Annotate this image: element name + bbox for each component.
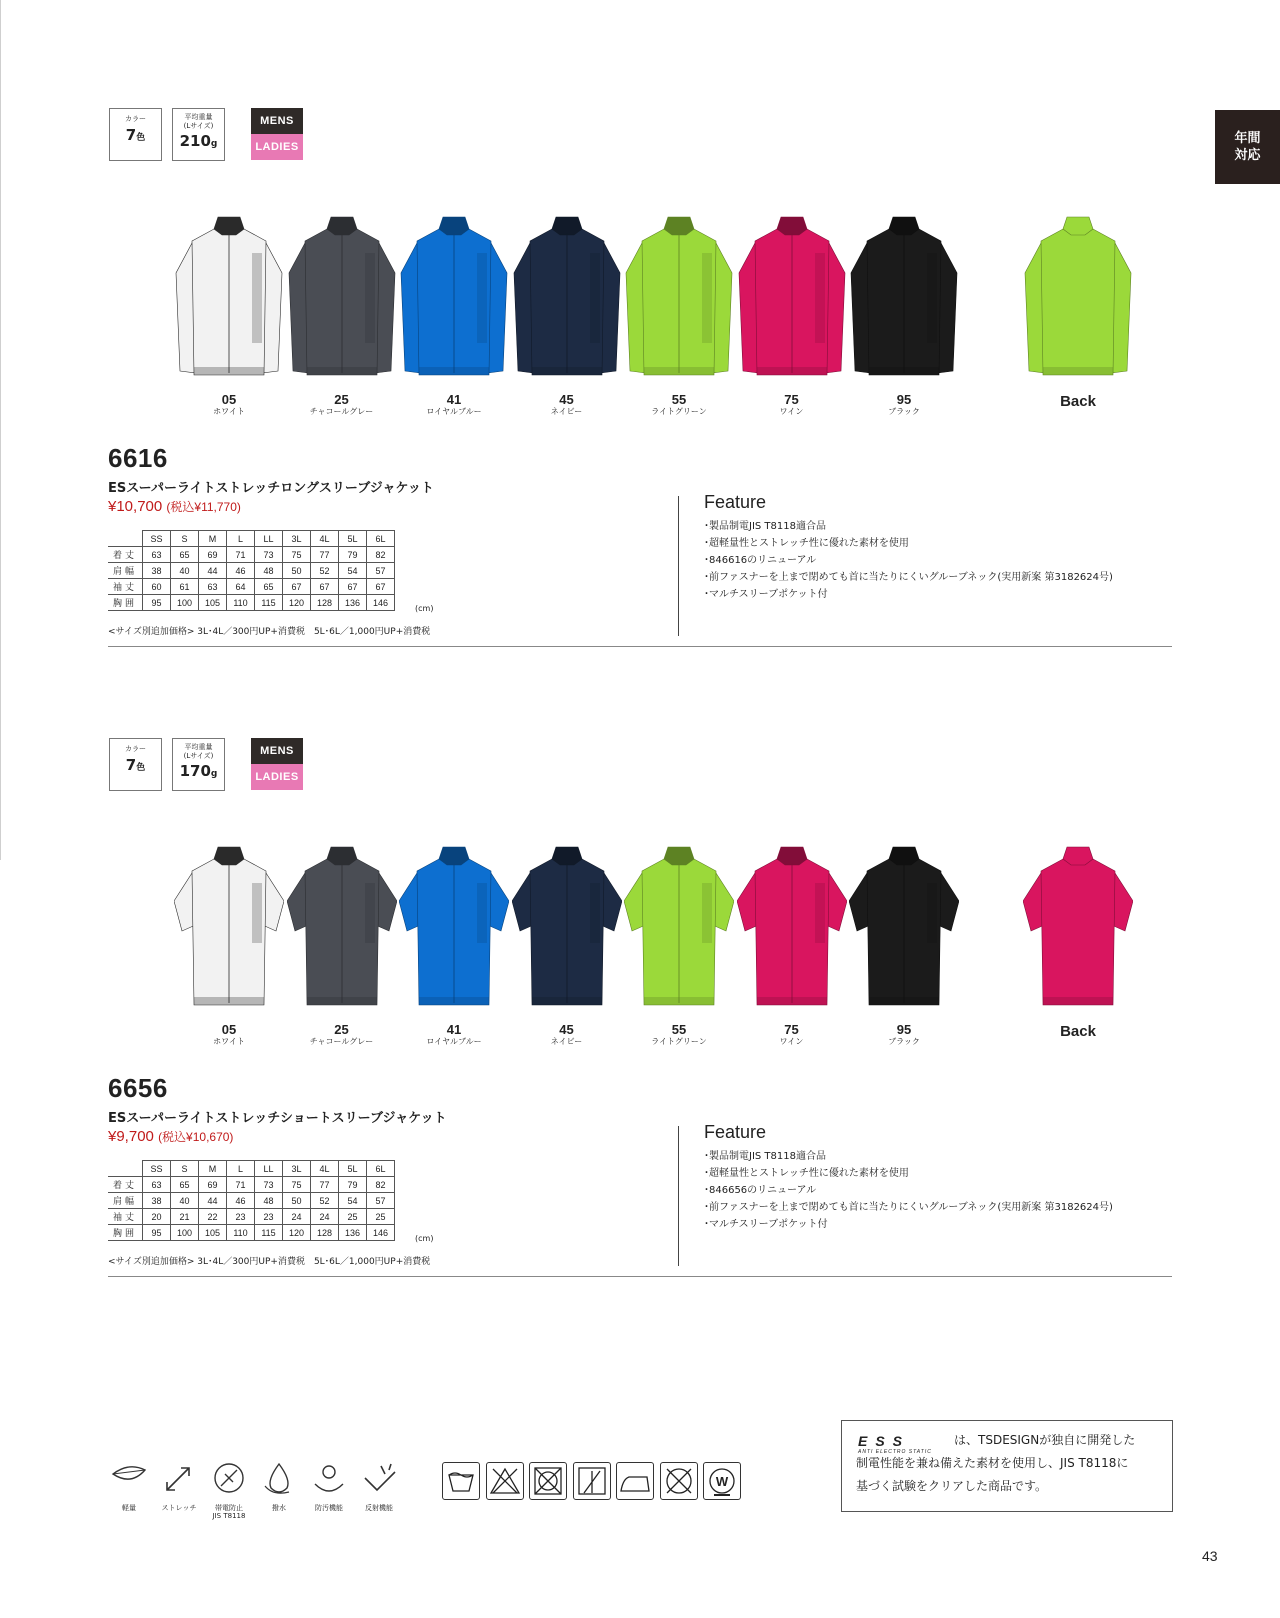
size-header: 5L	[339, 1161, 367, 1177]
color-name: ネイビー	[550, 407, 583, 416]
size-cell: 65	[171, 1177, 199, 1193]
size-cell: 52	[311, 1193, 339, 1209]
size-header: 3L	[283, 1161, 311, 1177]
size-price-note: <サイズ別追加価格> 3L･4L／300円UP+消費税 5L･6L／1,000円UP+消費税	[108, 1257, 431, 1267]
iron-icon	[616, 1462, 654, 1500]
size-cell: 23	[227, 1209, 255, 1225]
size-cell: 25	[367, 1209, 395, 1225]
size-row-label: 胸囲	[108, 1225, 143, 1241]
size-cell: 67	[311, 579, 339, 595]
size-cell: 38	[143, 1193, 171, 1209]
jacket-back-image	[1023, 213, 1133, 381]
size-cell: 77	[311, 1177, 339, 1193]
color-code: 75	[784, 392, 799, 407]
jacket-front-image	[287, 843, 397, 1011]
size-row-label: 袖丈	[108, 579, 143, 595]
jacket-front-image	[512, 843, 622, 1011]
size-header: M	[199, 1161, 227, 1177]
weight-label-line1: 平均重量	[184, 113, 213, 121]
ladies-badge: LADIES	[251, 764, 303, 790]
function-icon-item	[105, 1460, 153, 1512]
size-cell: 40	[171, 563, 199, 579]
jacket-image	[737, 843, 847, 1011]
color-swatch	[732, 843, 852, 1047]
size-cell: 75	[283, 547, 311, 563]
reflective-icon	[359, 1460, 399, 1498]
jacket-back-image	[1023, 213, 1133, 381]
model-number: 6616	[108, 443, 168, 473]
color-name: ロイヤルブルー	[426, 407, 482, 416]
size-cell: 67	[339, 579, 367, 595]
size-cell: 57	[367, 563, 395, 579]
color-name: ホワイト	[213, 407, 245, 416]
function-icon-item	[305, 1460, 353, 1512]
function-icon-label: 反射機能	[365, 1504, 393, 1512]
color-name: ロイヤルブルー	[426, 1037, 482, 1046]
product-name: ESスーパーライトストレッチロングスリーブジャケット	[108, 481, 434, 496]
no-dry-clean-icon	[660, 1462, 698, 1500]
svg-text:ESS: ESS	[858, 1433, 911, 1449]
feather-icon	[109, 1460, 149, 1498]
model-number: 6656	[108, 1073, 168, 1103]
size-header-row	[108, 531, 395, 547]
jacket-front-image	[399, 843, 509, 1011]
size-row	[108, 547, 395, 563]
feature-item: ･846656のリニューアル	[704, 1185, 817, 1196]
color-swatch	[619, 213, 739, 417]
ess-info-box	[841, 1420, 1173, 1512]
price	[108, 1128, 233, 1145]
function-icon-item	[355, 1460, 403, 1512]
page-number: 43	[1202, 1548, 1218, 1564]
size-table	[108, 1160, 395, 1241]
size-cell: 50	[283, 1193, 311, 1209]
section-divider	[108, 1276, 1172, 1277]
jacket-front-image	[174, 213, 284, 381]
jacket-image	[287, 843, 397, 1011]
size-cell: 48	[255, 563, 283, 579]
size-cell: 20	[143, 1209, 171, 1225]
ess-line3: 基づく試験をクリアした商品です。	[856, 1479, 1048, 1493]
color-name: ワイン	[779, 1037, 804, 1046]
size-cell: 110	[227, 595, 255, 611]
size-cell: 24	[283, 1209, 311, 1225]
color-swatch	[282, 213, 402, 417]
jacket-image	[287, 213, 397, 381]
color-name: ブラック	[888, 407, 920, 416]
size-cell: 44	[199, 1193, 227, 1209]
size-header: M	[199, 531, 227, 547]
jacket-image	[512, 213, 622, 381]
size-cell: 50	[283, 563, 311, 579]
color-name: ブラック	[888, 1037, 920, 1046]
wet-clean-icon	[703, 1462, 741, 1500]
size-cell: 63	[143, 547, 171, 563]
size-cell: 100	[171, 595, 199, 611]
size-cell: 57	[367, 1193, 395, 1209]
jacket-front-image	[174, 843, 284, 1011]
size-header: L	[227, 531, 255, 547]
size-header: 4L	[311, 1161, 339, 1177]
size-cell: 63	[143, 1177, 171, 1193]
back-view-swatch	[1018, 213, 1138, 410]
feature-item: ･マルチスリーブポケット付	[704, 589, 828, 600]
jacket-image	[624, 213, 734, 381]
stretch-arrows-icon	[159, 1460, 199, 1498]
no-tumble-dry-icon	[529, 1462, 567, 1500]
ess-line2: 制電性能を兼ね備えた素材を使用し、JIS T8118に	[856, 1456, 1129, 1470]
color-name: ネイビー	[550, 1037, 583, 1046]
color-name: ホワイト	[213, 1037, 245, 1046]
jacket-image	[399, 843, 509, 1011]
mens-badge: MENS	[251, 108, 303, 134]
size-cell: 79	[339, 1177, 367, 1193]
size-cell: 22	[199, 1209, 227, 1225]
size-cell: 136	[339, 1225, 367, 1241]
size-cell: 95	[143, 595, 171, 611]
size-cell: 73	[255, 547, 283, 563]
function-icon-label: ストレッチ	[161, 1504, 197, 1512]
jacket-front-image	[737, 213, 847, 381]
wet-clean-icon-symbol	[704, 1463, 740, 1499]
color-swatch	[619, 843, 739, 1047]
feature-divider	[678, 496, 679, 636]
size-row	[108, 563, 395, 579]
size-row	[108, 1193, 395, 1209]
jacket-image	[512, 843, 622, 1011]
size-cell: 82	[367, 1177, 395, 1193]
jacket-image	[849, 843, 959, 1011]
size-row-label: 着丈	[108, 1177, 143, 1193]
jacket-front-image	[849, 843, 959, 1011]
size-cell: 25	[339, 1209, 367, 1225]
mens-badge: MENS	[251, 738, 303, 764]
size-row-label: 着丈	[108, 547, 143, 563]
color-count-unit: 色	[136, 763, 146, 773]
size-cell: 38	[143, 563, 171, 579]
size-header: LL	[255, 531, 283, 547]
weight-label-line1: 平均重量	[184, 743, 213, 751]
function-icon-label: 軽量	[122, 1504, 136, 1512]
weight-unit: g	[210, 139, 218, 149]
size-cell: 128	[311, 595, 339, 611]
function-icon-label2: JIS T8118	[212, 1512, 246, 1520]
size-cell: 105	[199, 1225, 227, 1241]
color-code: 55	[671, 392, 687, 407]
feature-item: ･前ファスナーを上まで閉めても首に当たりにくいグルーブネック(実用新案 第3182624号)	[704, 572, 1113, 583]
color-swatch	[394, 213, 514, 417]
function-icon-label: 撥水	[272, 1504, 286, 1512]
water-repellent-icon	[259, 1460, 299, 1498]
color-code: 41	[446, 392, 462, 407]
size-cell: 120	[283, 1225, 311, 1241]
price-value: ¥10,700	[108, 498, 163, 515]
size-cell: 21	[171, 1209, 199, 1225]
no-bleach-icon-symbol	[487, 1463, 523, 1499]
size-cell: 115	[255, 595, 283, 611]
size-cell: 52	[311, 563, 339, 579]
weight-number: 210	[179, 132, 211, 150]
color-count-label: カラー	[125, 745, 146, 753]
size-cell: 23	[255, 1209, 283, 1225]
size-cell: 67	[367, 579, 395, 595]
size-cell: 54	[339, 1193, 367, 1209]
color-swatch	[394, 843, 514, 1047]
stain-resistant-icon	[309, 1460, 349, 1498]
weight-unit: g	[210, 769, 218, 779]
function-icon-item	[155, 1460, 203, 1512]
unit-cm: (cm)	[415, 604, 434, 613]
feature-title: Feature	[704, 492, 767, 512]
feature-item: ･マルチスリーブポケット付	[704, 1219, 828, 1230]
color-code: 45	[559, 1022, 574, 1037]
ess-line1: は、TSDESIGNが独自に開発した	[954, 1433, 1136, 1447]
feature-item: ･製品制電JIS T8118適合品	[704, 1151, 826, 1162]
feature-item: ･超軽量性とストレッチ性に優れた素材を使用	[704, 538, 909, 549]
size-cell: 146	[367, 1225, 395, 1241]
product-name: ESスーパーライトストレッチショートスリーブジャケット	[108, 1111, 447, 1126]
back-view-swatch	[1018, 843, 1138, 1040]
color-count-number: 7	[125, 126, 137, 144]
color-code: 95	[896, 392, 912, 407]
size-row	[108, 1225, 395, 1241]
color-count-number: 7	[125, 756, 137, 774]
color-swatch	[844, 843, 964, 1047]
size-cell: 71	[227, 1177, 255, 1193]
color-swatch	[732, 213, 852, 417]
size-cell: 73	[255, 1177, 283, 1193]
color-name: チャコールグレー	[309, 1037, 374, 1046]
color-code: 55	[671, 1022, 687, 1037]
color-code: 41	[446, 1022, 462, 1037]
weight-number: 170	[179, 762, 211, 780]
wash-tub-icon-symbol	[443, 1463, 479, 1499]
feature-item: ･846616のリニューアル	[704, 555, 817, 566]
iron-icon-symbol	[617, 1463, 653, 1499]
size-price-note: <サイズ別追加価格> 3L･4L／300円UP+消費税 5L･6L／1,000円UP+消費税	[108, 627, 431, 637]
ladies-badge: LADIES	[251, 134, 303, 160]
size-cell: 65	[255, 579, 283, 595]
size-header: 4L	[311, 531, 339, 547]
size-cell: 77	[311, 547, 339, 563]
size-cell: 65	[171, 547, 199, 563]
weight-label	[173, 113, 224, 131]
jacket-image	[624, 843, 734, 1011]
line-dry-icon	[573, 1462, 611, 1500]
size-header: SS	[143, 1161, 171, 1177]
size-cell: 60	[143, 579, 171, 595]
color-code: 25	[334, 1022, 349, 1037]
size-cell: 136	[339, 595, 367, 611]
size-table	[108, 530, 395, 611]
no-bleach-icon	[486, 1462, 524, 1500]
color-name: ライトグリーン	[651, 1037, 707, 1046]
wash-tub-icon	[442, 1462, 480, 1500]
color-name: ワイン	[779, 407, 804, 416]
size-row	[108, 1209, 395, 1225]
size-cell: 24	[311, 1209, 339, 1225]
color-swatch	[282, 843, 402, 1047]
color-swatch	[507, 213, 627, 417]
color-code: 25	[334, 392, 349, 407]
color-code: 95	[896, 1022, 912, 1037]
size-cell: 46	[227, 563, 255, 579]
size-row	[108, 595, 395, 611]
size-cell: 82	[367, 547, 395, 563]
color-count-box	[109, 738, 162, 791]
color-count-unit: 色	[136, 133, 146, 143]
size-cell: 54	[339, 563, 367, 579]
feature-item: ･製品制電JIS T8118適合品	[704, 521, 826, 532]
weight-label-line2: (Lサイズ)	[183, 122, 214, 130]
function-icon-item	[205, 1460, 253, 1520]
jacket-image	[174, 843, 284, 1011]
no-tumble-dry-icon-symbol	[530, 1463, 566, 1499]
color-name: ライトグリーン	[651, 407, 707, 416]
jacket-back-image	[1023, 843, 1133, 1011]
size-cell: 105	[199, 595, 227, 611]
size-header-row	[108, 1161, 395, 1177]
size-cell: 46	[227, 1193, 255, 1209]
size-cell: 110	[227, 1225, 255, 1241]
size-row	[108, 1177, 395, 1193]
color-swatch	[507, 843, 627, 1047]
back-label: Back	[1060, 1023, 1096, 1040]
jacket-front-image	[737, 843, 847, 1011]
size-cell: 100	[171, 1225, 199, 1241]
section-divider	[108, 646, 1172, 647]
jacket-image	[399, 213, 509, 381]
size-cell: 71	[227, 547, 255, 563]
price-value: ¥9,700	[108, 1128, 154, 1145]
size-cell: 63	[199, 579, 227, 595]
size-header: S	[171, 1161, 199, 1177]
antistatic-icon	[209, 1460, 249, 1498]
jacket-image	[849, 213, 959, 381]
size-row	[108, 579, 395, 595]
color-code: 75	[784, 1022, 799, 1037]
size-cell: 40	[171, 1193, 199, 1209]
size-header: 5L	[339, 531, 367, 547]
svg-text:W: W	[715, 1474, 729, 1489]
jacket-front-image	[512, 213, 622, 381]
size-header: 6L	[367, 1161, 395, 1177]
feature-list	[704, 518, 1113, 603]
size-row-label: 胸囲	[108, 595, 143, 611]
feature-divider	[678, 1126, 679, 1266]
size-header: 6L	[367, 531, 395, 547]
color-swatch	[169, 843, 289, 1047]
function-icon-label: 帯電防止	[215, 1504, 243, 1512]
jacket-image	[174, 213, 284, 381]
size-header: S	[171, 531, 199, 547]
line-dry-icon-symbol	[574, 1463, 610, 1499]
tab-line2: 対応	[1234, 148, 1261, 163]
jacket-image	[737, 213, 847, 381]
color-count-box	[109, 108, 162, 161]
color-code: 05	[221, 1022, 237, 1037]
function-icon-item	[255, 1460, 303, 1512]
weight-box	[172, 108, 225, 161]
size-cell: 115	[255, 1225, 283, 1241]
jacket-front-image	[624, 843, 734, 1011]
size-cell: 128	[311, 1225, 339, 1241]
size-cell: 120	[283, 595, 311, 611]
size-header-corner	[108, 531, 143, 547]
size-header-corner	[108, 1161, 143, 1177]
size-row-label: 肩幅	[108, 563, 143, 579]
svg-text:ANTI ELECTRO STATIC: ANTI ELECTRO STATIC	[858, 1449, 932, 1455]
jacket-front-image	[399, 213, 509, 381]
no-dry-clean-icon-symbol	[661, 1463, 697, 1499]
size-cell: 69	[199, 1177, 227, 1193]
color-code: 45	[559, 392, 574, 407]
color-swatch	[844, 213, 964, 417]
color-count-value	[110, 126, 161, 144]
feature-title: Feature	[704, 1122, 767, 1142]
size-header: LL	[255, 1161, 283, 1177]
price-with-tax: (税込¥11,770)	[166, 500, 241, 514]
size-row-label: 肩幅	[108, 1193, 143, 1209]
size-cell: 146	[367, 595, 395, 611]
size-cell: 64	[227, 579, 255, 595]
jacket-front-image	[287, 213, 397, 381]
jacket-front-image	[849, 213, 959, 381]
size-cell: 44	[199, 563, 227, 579]
color-count-value	[110, 756, 161, 774]
size-cell: 95	[143, 1225, 171, 1241]
size-cell: 67	[283, 579, 311, 595]
jacket-back-image	[1023, 843, 1133, 1011]
size-header: SS	[143, 531, 171, 547]
size-header: 3L	[283, 531, 311, 547]
size-cell: 61	[171, 579, 199, 595]
tab-line1: 年間	[1234, 131, 1261, 146]
price-with-tax: (税込¥10,670)	[158, 1130, 234, 1144]
weight-label	[173, 743, 224, 761]
weight-label-line2: (Lサイズ)	[183, 752, 214, 760]
weight-box	[172, 738, 225, 791]
function-icon-label: 防汚機能	[315, 1504, 343, 1512]
color-swatch	[169, 213, 289, 417]
left-margin-line	[0, 0, 1, 860]
weight-value	[173, 132, 224, 150]
color-code: 05	[221, 392, 237, 407]
unit-cm: (cm)	[415, 1234, 434, 1243]
color-name: チャコールグレー	[309, 407, 374, 416]
feature-list	[704, 1148, 1113, 1233]
feature-item: ･前ファスナーを上まで閉めても首に当たりにくいグルーブネック(実用新案 第3182624号)	[704, 1202, 1113, 1213]
size-cell: 69	[199, 547, 227, 563]
size-cell: 79	[339, 547, 367, 563]
back-label: Back	[1060, 393, 1096, 410]
feature-item: ･超軽量性とストレッチ性に優れた素材を使用	[704, 1168, 909, 1179]
weight-value	[173, 762, 224, 780]
color-count-label: カラー	[125, 115, 146, 123]
jacket-front-image	[624, 213, 734, 381]
size-cell: 75	[283, 1177, 311, 1193]
size-row-label: 袖丈	[108, 1209, 143, 1225]
year-round-tab	[1215, 110, 1280, 184]
price	[108, 498, 241, 515]
size-header: L	[227, 1161, 255, 1177]
size-cell: 48	[255, 1193, 283, 1209]
